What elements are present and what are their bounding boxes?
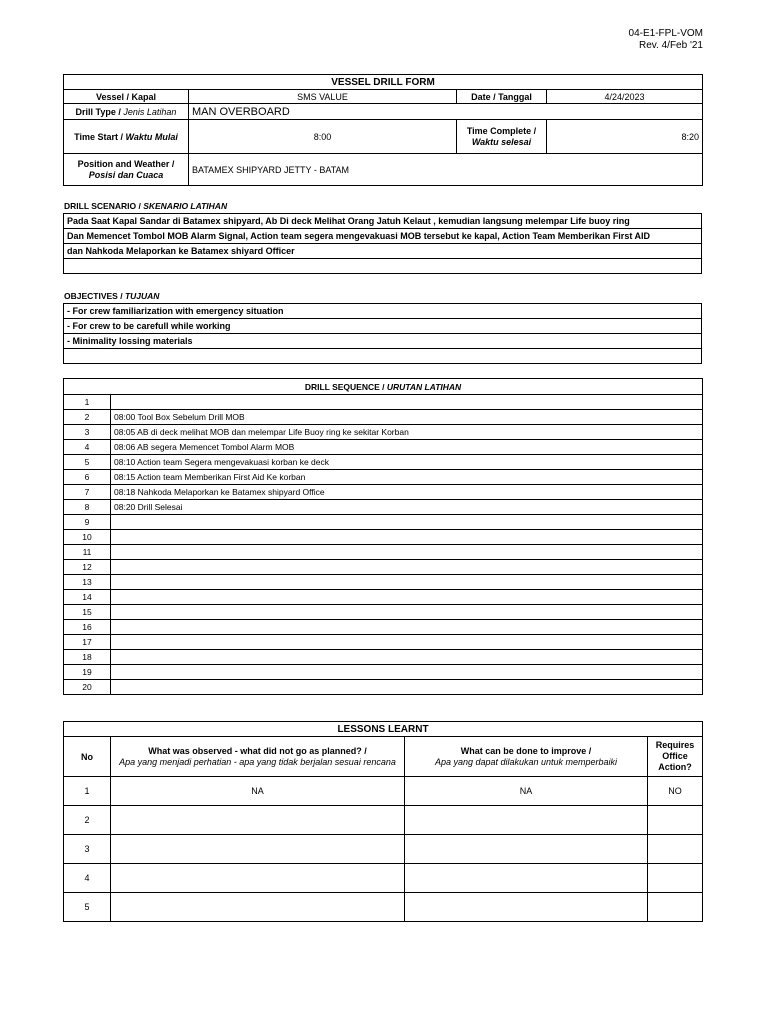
sequence-number: 3 (64, 425, 111, 440)
form-title: VESSEL DRILL FORM (64, 75, 703, 90)
sequence-number: 7 (64, 485, 111, 500)
lessons-learnt-title: LESSONS LEARNT (64, 722, 703, 737)
sequence-number: 10 (64, 530, 111, 545)
lessons-row (64, 806, 703, 835)
lessons-row-number: 1 (64, 777, 111, 806)
vessel-label: Vessel / Kapal (64, 90, 189, 104)
sequence-row (64, 395, 703, 410)
sequence-step (111, 530, 703, 545)
sequence-step: 08:15 Action team Memberikan First Aid Ke korban (111, 470, 703, 485)
sequence-row (64, 470, 703, 485)
sequence-step: 08:20 Drill Selesai (111, 500, 703, 515)
sequence-step (111, 665, 703, 680)
time-start-value: 8:00 (189, 120, 457, 154)
drill-sequence-title: DRILL SEQUENCE / URUTAN LATIHAN (64, 379, 703, 395)
sequence-number: 6 (64, 470, 111, 485)
time-start-label: Time Start / Waktu Mulai (64, 120, 189, 154)
sequence-step (111, 590, 703, 605)
sequence-row (64, 605, 703, 620)
document-code: 04-E1-FPL-VOM (628, 28, 703, 39)
sequence-row (64, 440, 703, 455)
sequence-row (64, 680, 703, 695)
lessons-observed-cell (111, 835, 405, 864)
drill-sequence-table (63, 378, 703, 695)
sequence-step (111, 515, 703, 530)
lessons-col-no: No (64, 737, 111, 777)
scenario-line (64, 259, 702, 274)
sequence-row (64, 530, 703, 545)
sequence-row (64, 500, 703, 515)
date-value: 4/24/2023 (547, 90, 703, 104)
objectives-heading: OBJECTIVES / TUJUAN (64, 291, 160, 301)
sequence-step (111, 575, 703, 590)
lessons-requires-action-cell (648, 806, 703, 835)
scenario-heading: DRILL SCENARIO / SKENARIO LATIHAN (64, 201, 228, 211)
objective-line (64, 349, 702, 364)
scenario-table (63, 213, 702, 274)
date-label: Date / Tanggal (457, 90, 547, 104)
sequence-row (64, 545, 703, 560)
lessons-col-improve: What can be done to improve / Apa yang dapat dilakukan untuk memperbaiki (405, 737, 648, 777)
lessons-row (64, 893, 703, 922)
lessons-improve-cell (405, 835, 648, 864)
scenario-line: dan Nahkoda Melaporkan ke Batamex shiyard Officer (64, 244, 702, 259)
sequence-number: 20 (64, 680, 111, 695)
objectives-table (63, 303, 702, 364)
sequence-row (64, 590, 703, 605)
sequence-row (64, 455, 703, 470)
sequence-step: 08:05 AB di deck melihat MOB dan melempar Life Buoy ring ke sekitar Korban (111, 425, 703, 440)
sequence-step (111, 605, 703, 620)
lessons-col-requires-action: Requires Office Action? (648, 737, 703, 777)
drill-type-label: Drill Type / Jenis Latihan (64, 104, 189, 120)
lessons-improve-cell (405, 864, 648, 893)
lessons-row-number: 5 (64, 893, 111, 922)
lessons-col-observed: What was observed - what did not go as planned? / Apa yang menjadi perhatian - apa yang tidak berjalan sesuai rencana (111, 737, 405, 777)
sequence-number: 2 (64, 410, 111, 425)
lessons-requires-action-cell (648, 835, 703, 864)
position-weather-label: Position and Weather / Posisi dan Cuaca (64, 154, 189, 186)
lessons-requires-action-cell (648, 893, 703, 922)
lessons-observed-cell (111, 893, 405, 922)
sequence-number: 15 (64, 605, 111, 620)
lessons-observed-cell: NA (111, 777, 405, 806)
drill-type-value: MAN OVERBOARD (189, 104, 703, 120)
document-revision: Rev. 4/Feb '21 (639, 40, 703, 51)
position-weather-value: BATAMEX SHIPYARD JETTY - BATAM (189, 154, 703, 186)
sequence-step (111, 650, 703, 665)
sequence-number: 17 (64, 635, 111, 650)
lessons-requires-action-cell (648, 864, 703, 893)
document-reference (629, 28, 703, 52)
lessons-row-number: 3 (64, 835, 111, 864)
sequence-row (64, 575, 703, 590)
lessons-row (64, 777, 703, 806)
time-complete-value: 8:20 (547, 120, 703, 154)
sequence-number: 11 (64, 545, 111, 560)
lessons-learnt-table (63, 721, 703, 922)
sequence-number: 9 (64, 515, 111, 530)
sequence-number: 1 (64, 395, 111, 410)
lessons-improve-cell (405, 806, 648, 835)
time-complete-label: Time Complete / Waktu selesai (457, 120, 547, 154)
lessons-requires-action-cell: NO (648, 777, 703, 806)
vessel-drill-form-table (63, 74, 703, 186)
sequence-row (64, 425, 703, 440)
sequence-step: 08:10 Action team Segera mengevakuasi korban ke deck (111, 455, 703, 470)
lessons-improve-cell (405, 893, 648, 922)
sequence-number: 4 (64, 440, 111, 455)
scenario-line: Dan Memencet Tombol MOB Alarm Signal, Action team segera mengevakuasi MOB tersebut ke kapal, Action Team Memberikan First AID (64, 229, 702, 244)
sequence-number: 13 (64, 575, 111, 590)
sequence-row (64, 635, 703, 650)
sequence-step (111, 395, 703, 410)
sequence-number: 5 (64, 455, 111, 470)
lessons-row (64, 835, 703, 864)
sequence-number: 19 (64, 665, 111, 680)
sequence-step (111, 635, 703, 650)
sequence-step: 08:18 Nahkoda Melaporkan ke Batamex shipyard Office (111, 485, 703, 500)
objective-line: - Minimality lossing materials (64, 334, 702, 349)
vessel-value: SMS VALUE (189, 90, 457, 104)
sequence-number: 16 (64, 620, 111, 635)
sequence-row (64, 410, 703, 425)
sequence-number: 12 (64, 560, 111, 575)
sequence-step: 08:00 Tool Box Sebelum Drill MOB (111, 410, 703, 425)
sequence-number: 8 (64, 500, 111, 515)
sequence-row (64, 620, 703, 635)
sequence-row (64, 515, 703, 530)
scenario-line: Pada Saat Kapal Sandar di Batamex shipyard, Ab Di deck Melihat Orang Jatuh Kelaut , kemudian langsung melempar Life buoy ring (64, 214, 702, 229)
lessons-observed-cell (111, 864, 405, 893)
sequence-row (64, 560, 703, 575)
sequence-number: 18 (64, 650, 111, 665)
lessons-row-number: 2 (64, 806, 111, 835)
sequence-step (111, 545, 703, 560)
lessons-improve-cell: NA (405, 777, 648, 806)
sequence-row (64, 485, 703, 500)
sequence-row (64, 665, 703, 680)
sequence-step: 08:06 AB segera Memencet Tombol Alarm MOB (111, 440, 703, 455)
sequence-step (111, 680, 703, 695)
sequence-step (111, 560, 703, 575)
objective-line: - For crew to be carefull while working (64, 319, 702, 334)
sequence-number: 14 (64, 590, 111, 605)
objective-line: - For crew familiarization with emergency situation (64, 304, 702, 319)
lessons-observed-cell (111, 806, 405, 835)
sequence-step (111, 620, 703, 635)
lessons-row-number: 4 (64, 864, 111, 893)
lessons-row (64, 864, 703, 893)
sequence-row (64, 650, 703, 665)
